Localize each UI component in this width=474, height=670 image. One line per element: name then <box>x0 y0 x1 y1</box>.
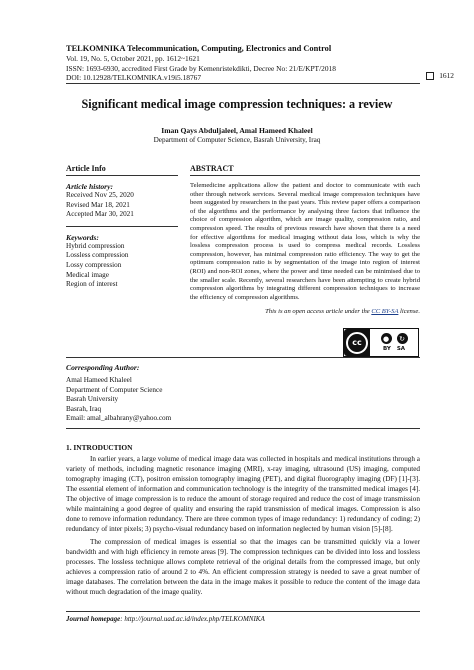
cc-by-label: BY <box>382 346 391 352</box>
keyword-item: Hybrid compression <box>66 241 125 250</box>
corresponding-city: Basrah, Iraq <box>66 404 102 413</box>
abstract-section <box>190 164 420 315</box>
cc-by-sa-badge[interactable] <box>343 328 419 357</box>
history-item: Accepted Mar 30, 2021 <box>66 210 134 219</box>
keywords-heading: Keywords: <box>66 232 99 242</box>
corresponding-heading: Corresponding Author: <box>66 363 140 372</box>
keyword-item: Region of interest <box>66 280 118 289</box>
footer-label: Journal homepage <box>66 615 121 623</box>
journal-footer <box>66 615 265 623</box>
footer-url[interactable]: : http://journal.uad.ac.id/index.php/TELKOMNIKA <box>120 615 265 623</box>
page-number-text: 1612 <box>439 71 454 80</box>
corresponding-dept: Department of Computer Science <box>66 385 163 394</box>
header-rule <box>66 83 420 84</box>
history-heading: Article history: <box>66 182 114 191</box>
introduction-section <box>66 443 420 600</box>
keyword-item: Lossless compression <box>66 251 129 260</box>
doi-line: DOI: 10.12928/TELKOMNIKA.v19i5.18767 <box>66 73 202 83</box>
footer-rule <box>66 611 420 612</box>
keyword-item: Medical image <box>66 270 109 279</box>
abstract-text: Telemedicine applications allow the patient and doctor to communicate with each other through network services. Several medical image compression techniques have been suggested by researchers in the past years. This review paper offers a comparison of the algorithms and the performance by analysing three factors that influence the choice of compression algorithm, which are image quality, compression ratio, and compression speed. The results of previous research have shown that there is a need for effective algorithms for medical imaging without data loss, which is why the lossless compression process is used to compress medical records. Lossless compression, however, has minimal compression ratio efficiency. The way to get the optimum compression ratio is by segmentation of the image into region of interest (ROI) and non-ROI zones, where the power and time needed can be minimised due to the smaller scale. Recently, several researchers have been attempting to create hybrid compression algorithms by integrating different compression techniques to increase the efficiency of compression algorithms. <box>190 182 420 301</box>
cc-sa-label: SA <box>396 346 406 352</box>
abstract-heading: ABSTRACT <box>190 164 420 176</box>
paper-affiliation: Department of Computer Science, Basrah University, Iraq <box>153 136 321 144</box>
history-list <box>66 191 178 220</box>
corresponding-bottom-rule <box>66 428 420 429</box>
corresponding-email[interactable]: Email: amal_albahrany@yahoo.com <box>66 414 172 423</box>
corresponding-top-rule <box>66 357 420 358</box>
info-divider <box>66 226 178 227</box>
corresponding-univ: Basrah University <box>66 395 119 404</box>
corresponding-name: Amal Hameed Khaleel <box>66 376 132 384</box>
cc-icons <box>381 333 408 344</box>
article-info <box>66 164 178 290</box>
corresponding-author <box>66 363 266 424</box>
open-access-suffix: license. <box>398 308 420 316</box>
history-item: Received Nov 25, 2020 <box>66 191 134 199</box>
person-icon: ● <box>381 333 392 344</box>
share-alike-icon: ↻ <box>397 333 408 344</box>
cc-circle: cc <box>346 332 368 354</box>
paper-title: Significant medical image compression techniques: a review <box>81 97 393 111</box>
square-icon <box>426 72 434 80</box>
volume-line: Vol. 19, No. 5, October 2021, pp. 1612~1621 <box>66 53 200 63</box>
cc-badge-right <box>370 329 418 356</box>
open-access-prefix: This is an open access article under the <box>265 308 372 316</box>
open-access-note <box>190 308 420 315</box>
history-item: Revised Mar 18, 2021 <box>66 200 130 209</box>
paper-authors: Iman Qays Abduljaleel, Amal Hameed Khaleel <box>161 126 313 135</box>
journal-name: TELKOMNIKA Telecommunication, Computing, Electronics and Control <box>66 44 332 53</box>
journal-header <box>66 44 416 83</box>
article-info-heading: Article Info <box>66 164 178 176</box>
issn-line: ISSN: 1693-6930, accredited First Grade by Kemenristekdikti, Decree No: 21/E/KPT/2018 <box>66 63 336 73</box>
license-link[interactable]: CC BY-SA <box>371 308 399 316</box>
cc-labels <box>383 346 405 352</box>
corresponding-lines <box>66 376 266 424</box>
intro-paragraph-1: In earlier years, a large volume of medical image data was collected in hospitals and medical institutions through a variety of methods, including magnetic resonance imaging (MRI), x-ray imaging, ultrasound (US) imaging, computed tomography imaging (CT), positron emission tomography imaging (PET), and digital fluorography imaging (DF) [1]-[3]. The essential element of information and communication technology is the integrity of the transmitted medical images [4]. The objective of image compression is to reduce the amount of storage required and reduce the cost of image transmission while maintaining a good degree of quality and ensuring the rapid transmission of medical images. Compression is also done to remove information redundancy. There are three common types of image redundancy: 1) redundancy of coding; 2) redundancy of inter pixels; 3) psycho-visual redundancy based on information neglected by human vision [5]-[8]. <box>66 455 420 533</box>
keyword-item: Lossy compression <box>66 260 122 269</box>
cc-logo-icon <box>344 329 370 356</box>
intro-paragraph-2: The compression of medical images is essential so that the images can be transmitted quickly via a lower bandwidth and with high efficiency in remote areas [9]. The compression techniques can be divided into loss and lossless processes. The lossless technique allows complete retrieval of the original details from the compressed image, but only achieves a compression ratio of around 2 to 4%. An efficient compression strategy is needed to save a great number of image databases. The correlation between the data in the image makes it possible to reduce the content of the image data without much degradation of the image quality. <box>66 538 420 596</box>
page-number <box>426 71 454 80</box>
introduction-heading: 1. INTRODUCTION <box>66 443 133 452</box>
keywords-list <box>66 242 178 290</box>
